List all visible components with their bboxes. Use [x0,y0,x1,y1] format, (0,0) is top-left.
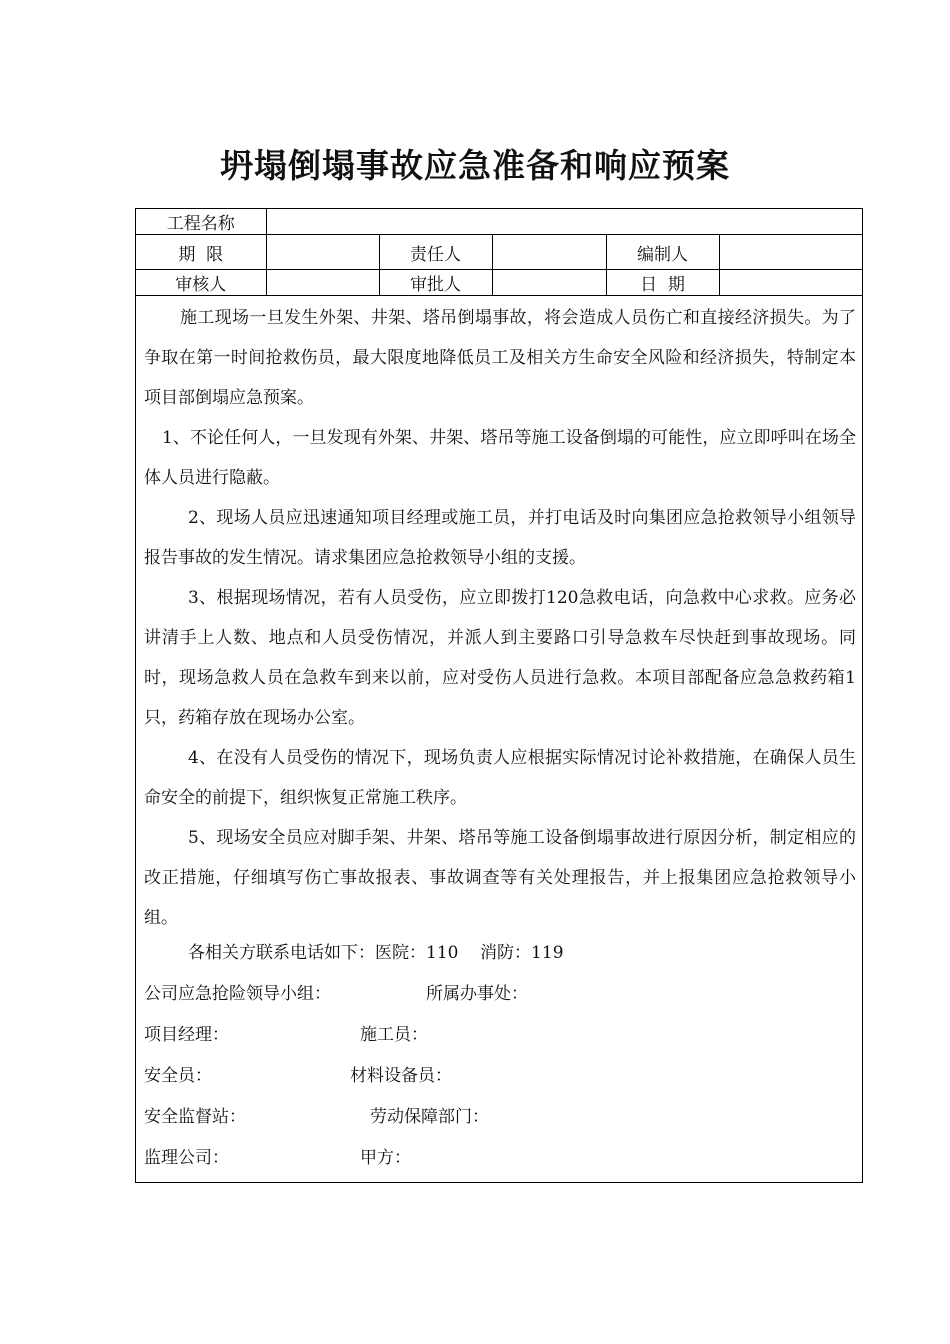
reviewer-label: 审核人 [136,270,266,296]
compiler-value [719,235,862,270]
header-table [136,209,862,296]
page-title: 坍塌倒塌事故应急准备和响应预案 [220,146,730,185]
date-label: 日 期 [606,270,719,296]
table-row [136,235,862,270]
approver-label: 审批人 [379,270,492,296]
materials-label: 材料设备员： [350,1066,452,1086]
intro-paragraph: 施工现场一旦发生外架、井架、塔吊倒塌事故，将会造成人员伤亡和直接经济损失。为了争取在第一时间抢救伤员，最大限度地降低员工及相关方生命安全风险和经济损失，特制定本项目部倒塌应急预案。 [144,308,856,408]
table-row [136,270,862,296]
pm-label: 项目经理： [144,1025,229,1045]
compiler-label: 编制人 [606,235,719,270]
constructor-label: 施工员： [360,1025,428,1045]
labor-dept-label: 劳动保障部门： [370,1107,489,1127]
reviewer-value [266,270,379,296]
period-value [266,235,379,270]
responsible-label: 责任人 [379,235,492,270]
approver-value [492,270,606,296]
phone-numbers: 各相关方联系电话如下：医院：110 消防：119 [188,943,564,963]
item-5-paragraph: 5、现场安全员应对脚手架、井架、塔吊等施工设备倒塌事故进行原因分析，制定相应的改正措施，仔细填写伤亡事故报表、事故调查等有关处理报告，并上报集团应急抢救领导小组。 [144,828,856,928]
item-4-paragraph: 4、在没有人员受伤的情况下，现场负责人应根据实际情况讨论补救措施，在确保人员生命安全的前提下，组织恢复正常施工秩序。 [144,748,856,808]
safety-officer-label: 安全员： [144,1066,212,1086]
project-name-label: 工程名称 [136,209,266,235]
project-name-value [266,209,862,235]
form-frame [135,208,863,1183]
office-label: 所属办事处： [426,984,528,1004]
item-1-paragraph: 1、不论任何人，一旦发现有外架、井架、塔吊等施工设备倒塌的可能性，应立即呼叫在场全体人员进行隐蔽。 [144,428,856,488]
supervision-station-label: 安全监督站： [144,1107,246,1127]
item-2-paragraph: 2、现场人员应迅速通知项目经理或施工员，并打电话及时向集团应急抢救领导小组领导报告事故的发生情况。请求集团应急抢救领导小组的支援。 [144,508,856,568]
item-3-paragraph: 3、根据现场情况，若有人员受伤，应立即拨打120急救电话，向急救中心求救。应务必讲清手上人数、地点和人员受伤情况，并派人到主要路口引导急救车尽快赶到事故现场。同时，现场急救人员在急救车到来以前，应对受伤人员进行急救。本项目部配备应急急救药箱1只，药箱存放在现场办公室。 [144,588,856,728]
company-group-label: 公司应急抢险领导小组： [144,984,331,1004]
supervisor-company-label: 监理公司： [144,1148,229,1168]
table-row [136,209,862,235]
responsible-value [492,235,606,270]
date-value [719,270,862,296]
period-label: 期 限 [136,235,266,270]
owner-label: 甲方： [360,1148,411,1168]
